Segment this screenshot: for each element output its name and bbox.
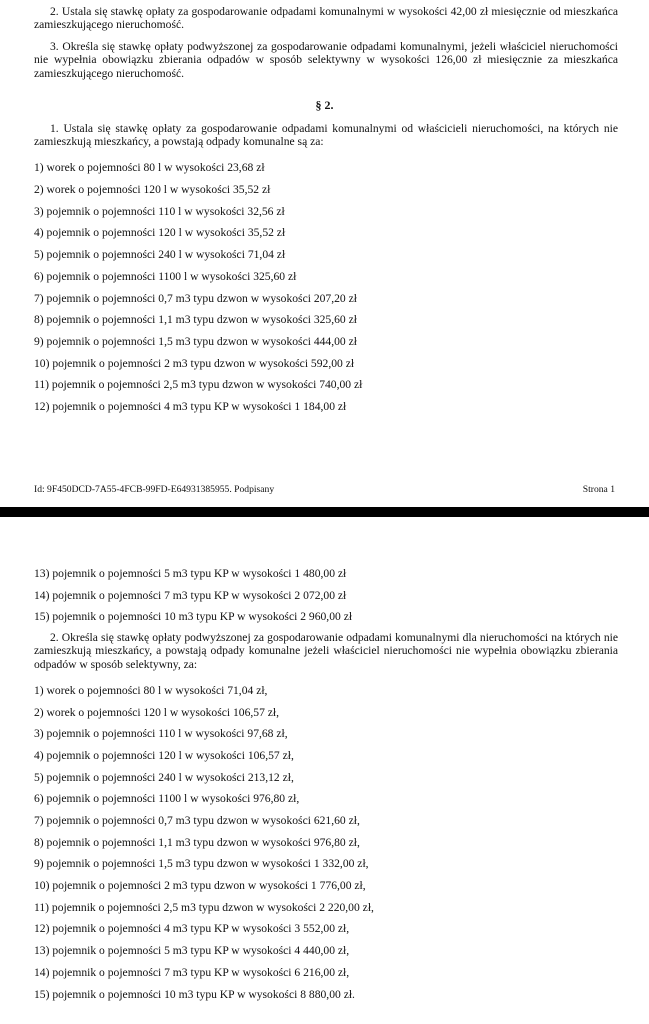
paragraph-3: 3. Określa się stawkę opłaty podwyższonej za gospodarowanie odpadami komunalnymi, jeżeli właściciel nieruchomości nie wypełnia obowiązku zbierania odpadów w sposób selektywny w wysokości 126,00 zł miesięcznie za mieszkańca zamieszkującego nieruchomość. [34, 40, 618, 80]
list-item: 15) pojemnik o pojemności 10 m3 typu KP w wysokości 2 960,00 zł [34, 610, 353, 623]
list-item: 2) worek o pojemności 120 l w wysokości 106,57 zł, [34, 706, 280, 719]
list-item: 13) pojemnik o pojemności 5 m3 typu KP w wysokości 1 480,00 zł [34, 567, 347, 580]
list-item: 14) pojemnik o pojemności 7 m3 typu KP w wysokości 6 216,00 zł, [34, 966, 350, 979]
footer-document-id: Id: 9F450DCD-7A55-4FCB-99FD-E64931385955. Podpisany [34, 484, 275, 495]
list-item: 8) pojemnik o pojemności 1,1 m3 typu dzwon w wysokości 976,80 zł, [34, 836, 360, 849]
footer-page-number: Strona 1 [582, 484, 615, 495]
list-item: 6) pojemnik o pojemności 1100 l w wysokości 976,80 zł, [34, 792, 300, 805]
list-item: 8) pojemnik o pojemności 1,1 m3 typu dzwon w wysokości 325,60 zł [34, 313, 357, 326]
list-item: 5) pojemnik o pojemności 240 l w wysokości 71,04 zł [34, 248, 286, 261]
list-item: 1) worek o pojemności 80 l w wysokości 23,68 zł [34, 161, 265, 174]
paragraph-2: 2. Ustala się stawkę opłaty za gospodarowanie odpadami komunalnymi w wysokości 42,00 zł miesięcznie od mieszkańca zamieszkującego nieruchomość. [34, 5, 618, 32]
list-item: 15) pojemnik o pojemności 10 m3 typu KP w wysokości 8 880,00 zł. [34, 988, 355, 1001]
list-item: 14) pojemnik o pojemności 7 m3 typu KP w wysokości 2 072,00 zł [34, 589, 347, 602]
list-item: 7) pojemnik o pojemności 0,7 m3 typu dzwon w wysokości 621,60 zł, [34, 814, 360, 827]
list-item: 9) pojemnik o pojemności 1,5 m3 typu dzwon w wysokości 444,00 zł [34, 335, 357, 348]
section-heading: § 2. [315, 98, 334, 112]
list-item: 6) pojemnik o pojemności 1100 l w wysokości 325,60 zł [34, 270, 297, 283]
list-item: 10) pojemnik o pojemności 2 m3 typu dzwon w wysokości 592,00 zł [34, 357, 355, 370]
paragraph-2: 2. Określa się stawkę opłaty podwyższonej za gospodarowanie odpadami komunalnymi dla nieruchomości na których nie zamieszkują mieszkańcy, a powstają odpady komunalne jeżeli właściciel nieruchomości nie wypełnia obowiązku zbierania odpadów w sposób selektywny, za: [34, 631, 618, 671]
list-item: 13) pojemnik o pojemności 5 m3 typu KP w wysokości 4 440,00 zł, [34, 944, 350, 957]
document-page-2 [0, 517, 649, 1024]
list-item: 12) pojemnik o pojemności 4 m3 typu KP w wysokości 1 184,00 zł [34, 400, 347, 413]
list-item: 4) pojemnik o pojemności 120 l w wysokości 106,57 zł, [34, 749, 294, 762]
list-item: 10) pojemnik o pojemności 2 m3 typu dzwon w wysokości 1 776,00 zł, [34, 879, 366, 892]
list-item: 12) pojemnik o pojemności 4 m3 typu KP w wysokości 3 552,00 zł, [34, 922, 350, 935]
list-item: 11) pojemnik o pojemności 2,5 m3 typu dzwon w wysokości 2 220,00 zł, [34, 901, 374, 914]
list-item: 7) pojemnik o pojemności 0,7 m3 typu dzwon w wysokości 207,20 zł [34, 292, 357, 305]
list-item: 11) pojemnik o pojemności 2,5 m3 typu dzwon w wysokości 740,00 zł [34, 378, 363, 391]
list-item: 4) pojemnik o pojemności 120 l w wysokości 35,52 zł [34, 226, 286, 239]
page-separator [0, 507, 649, 517]
document-page-1 [0, 0, 649, 507]
list-item: 1) worek o pojemności 80 l w wysokości 71,04 zł, [34, 684, 268, 697]
list-item: 9) pojemnik o pojemności 1,5 m3 typu dzwon w wysokości 1 332,00 zł, [34, 857, 369, 870]
list-item: 5) pojemnik o pojemności 240 l w wysokości 213,12 zł, [34, 771, 294, 784]
list-item: 2) worek o pojemności 120 l w wysokości 35,52 zł [34, 183, 271, 196]
section-intro: 1. Ustala się stawkę opłaty za gospodarowanie odpadami komunalnymi od właścicieli nieruchomości, na których nie zamieszkują mieszkańcy, a powstają odpady komunalne są za: [34, 122, 618, 149]
list-item: 3) pojemnik o pojemności 110 l w wysokości 32,56 zł [34, 205, 285, 218]
list-item: 3) pojemnik o pojemności 110 l w wysokości 97,68 zł, [34, 727, 288, 740]
